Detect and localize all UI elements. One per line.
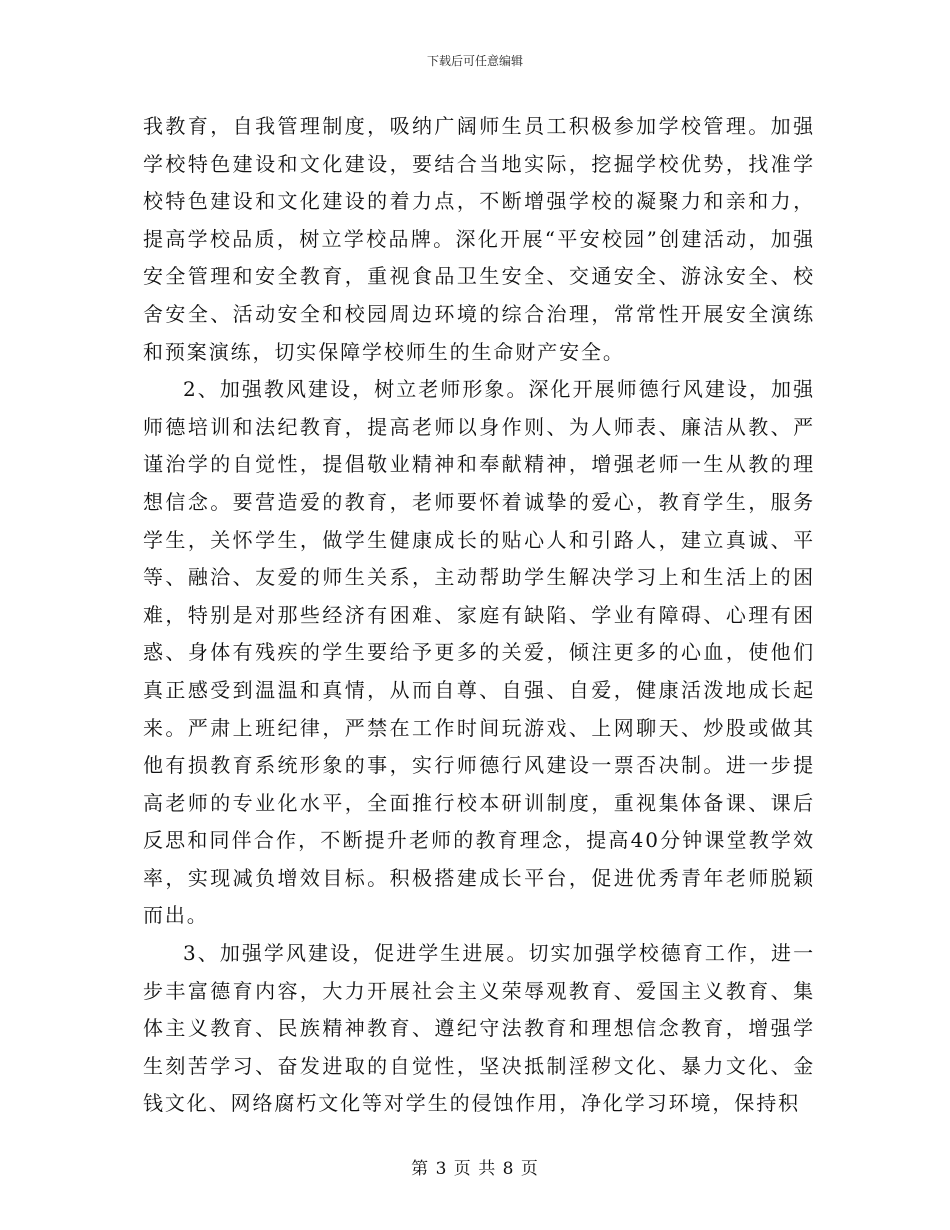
- document-body: [143, 108, 815, 1123]
- paragraph-teaching-style: 2、加强教风建设，树立老师形象。深化开展师德行风建设，加强师德培训和法纪教育，提高老师以身作则、为人师表、廉洁从教、严谨治学的自觉性，提倡敬业精神和奉献精神，增强老师一生从教的理想信念。要营造爱的教育，老师要怀着诚挚的爱心，教育学生，服务学生，关怀学生，做学生健康成长的贴心人和引路人，建立真诚、平等、融洽、友爱的师生关系，主动帮助学生解决学习上和生活上的困难，特别是对那些经济有困难、家庭有缺陷、学业有障碍、心理有困惑、身体有残疾的学生要给予更多的关爱，倾注更多的心血，使他们真正感受到温温和真情，从而自尊、自强、自爱，健康活泼地成长起来。严肃上班纪律，严禁在工作时间玩游戏、上网聊天、炒股或做其他有损教育系统形象的事，实行师德行风建设一票否决制。进一步提高老师的专业化水平，全面推行校本研训制度，重视集体备课、课后反思和同伴合作，不断提升老师的教育理念，提高40分钟课堂教学效率，实现减负增效目标。积极搭建成长平台，促进优秀青年老师脱颖而出。: [143, 377, 815, 928]
- page-number-footer: 第 3 页 共 8 页: [411, 1159, 539, 1179]
- paragraph-continuation: 我教育，自我管理制度，吸纳广阔师生员工积极参加学校管理。加强学校特色建设和文化建设，要结合当地实际，挖掘学校优势，找准学校特色建设和文化建设的着力点，不断增强学校的凝聚力和亲和力，提高学校品质，树立学校品牌。深化开展“平安校园”创建活动，加强安全管理和安全教育，重视食品卫生安全、交通安全、游泳安全、校舍安全、活动安全和校园周边环境的综合治理，常常性开展安全演练和预案演练，切实保障学校师生的生命财产安全。: [143, 114, 815, 364]
- page-header-note: 下载后可任意编辑: [426, 54, 523, 68]
- paragraph-study-style: 3、加强学风建设，促进学生进展。切实加强学校德育工作，进一步丰富德育内容，大力开展社会主义荣辱观教育、爱国主义教育、集体主义教育、民族精神教育、遵纪守法教育和理想信念教育，增强学生刻苦学习、奋发进取的自觉性，坚决抵制淫秽文化、暴力文化、金钱文化、网络腐朽文化等对学生的侵蚀作用，净化学习环境，保持积: [143, 941, 815, 1116]
